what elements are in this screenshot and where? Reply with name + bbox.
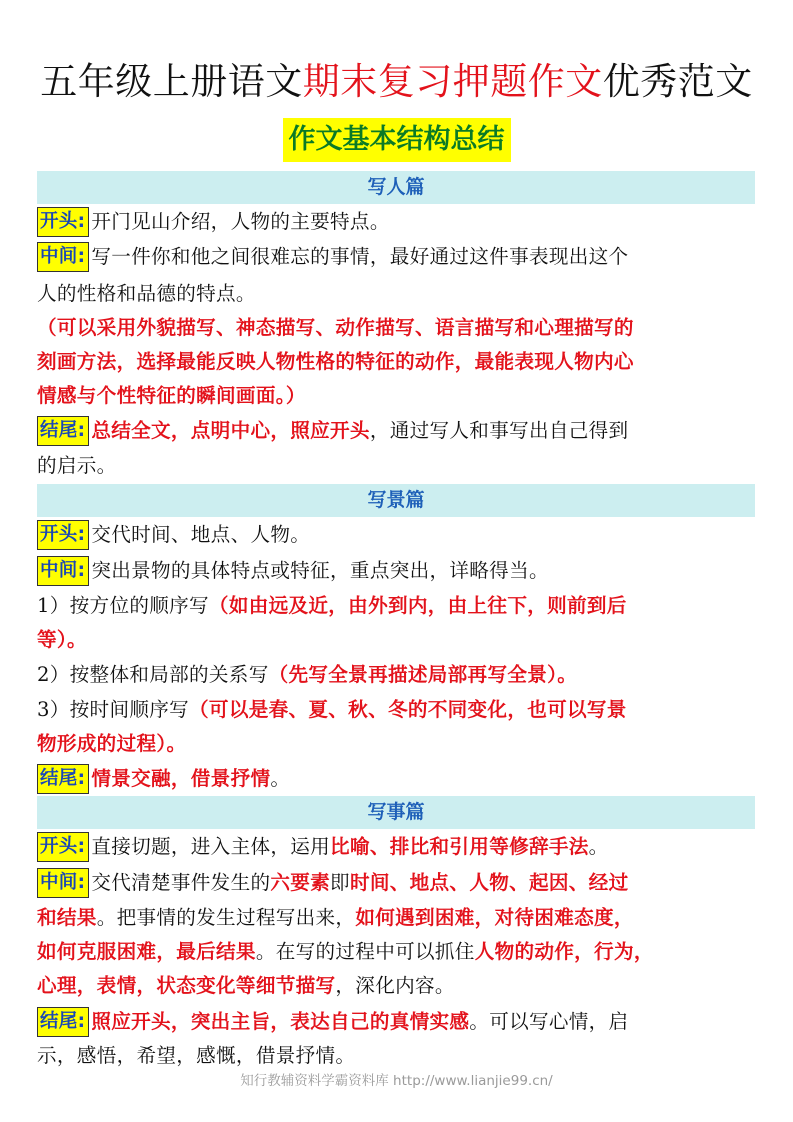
title-part-2: 期末复习押题作文 [302,60,603,103]
events-middle-t2: 即 [330,871,350,894]
events-middle-r3: 和结果 [37,906,97,929]
scenery-opening-line [37,518,757,552]
scenery-middle-text: 突出景物的具体特点或特征，重点突出，详略得当。 [91,559,549,582]
ending-label: 结尾: [37,764,89,794]
scenery-item-1-text: 1）按方位的顺序写 [37,594,209,617]
events-ending-line [37,1005,757,1039]
middle-label: 中间: [37,868,89,898]
subtitle-container [0,118,793,162]
scenery-item-3-red: （可以是春、夏、秋、冬的不同变化，也可以写景 [189,698,627,721]
events-ending-red: 照应开头，突出主旨，表达自己的真情实感 [91,1010,470,1033]
events-middle-t4: 。在写的过程中可以抓住 [255,940,475,963]
events-middle-r4: 如何遇到困难，对待困难态度， [355,906,634,929]
scenery-item-3 [37,693,757,727]
middle-label: 中间: [37,242,89,272]
scenery-item-3-line-2: 物形成的过程）。 [37,732,187,755]
scenery-item-2-text: 2）按整体和局部的关系写 [37,663,269,686]
subtitle: 作文基本结构总结 [283,118,511,162]
title-part-3: 优秀范文 [602,60,753,103]
section-heading-people: 写人篇 [37,171,755,204]
events-opening-end: 。 [588,835,609,858]
ending-label: 结尾: [37,416,89,446]
page-title [0,58,793,106]
events-middle-r6: 人物的动作，行为， [474,940,654,963]
events-middle-r1: 六要素 [270,871,331,894]
events-middle-line-4 [37,969,757,1003]
events-opening-red: 比喻、排比和引用等修辞手法 [330,835,589,858]
events-middle-t5: ，深化内容。 [335,974,455,997]
middle-label: 中间: [37,556,89,586]
scenery-ending-text: 。 [270,767,291,790]
scenery-ending-red: 情景交融，借景抒情 [91,767,271,790]
people-middle-text: 写一件你和他之间很难忘的事情，最好通过这件事表现出这个 [91,245,629,268]
people-ending-line [37,414,757,448]
events-middle-t3: 。把事情的发生过程写出来， [96,906,356,929]
events-opening-text: 直接切题，进入主体，运用 [91,835,331,858]
scenery-item-2 [37,658,757,692]
scenery-middle-line [37,554,757,588]
events-middle-t1: 交代清楚事件发生的 [91,871,271,894]
people-middle-line-2: 人的性格和品德的特点。 [37,282,256,305]
events-middle-line-3 [37,935,757,969]
people-note-line-3: 情感与个性特征的瞬间画面。） [37,384,306,407]
scenery-item-2-red: （先写全景再描述局部再写全景）。 [268,663,578,686]
section-heading-events: 写事篇 [37,796,755,829]
opening-label: 开头: [37,832,89,862]
people-opening-line [37,205,757,239]
scenery-item-1 [37,589,757,623]
scenery-item-1-line-2: 等）。 [37,628,87,651]
events-middle-r7: 心理，表情，状态变化等细节描写 [37,974,336,997]
footer-watermark: 知行教辅资料学霸资料库 http://www.lianjie99.cn/ [240,1073,553,1089]
people-note-line-1: （可以采用外貌描写、神态描写、动作描写、语言描写和心理描写的 [37,316,634,339]
people-ending-text: ，通过写人和事写出自己得到 [369,419,629,442]
scenery-ending-line [37,762,757,796]
people-ending-red: 总结全文，点明中心，照应开头 [91,419,370,442]
events-ending-line-2: 示，感悟，希望，感慨，借景抒情。 [37,1044,356,1067]
scenery-item-3-text: 3）按时间顺序写 [37,698,190,721]
events-opening-line [37,830,757,864]
opening-label: 开头: [37,520,89,550]
ending-label: 结尾: [37,1007,89,1037]
scenery-opening-text: 交代时间、地点、人物。 [91,523,311,546]
events-middle-line [37,866,757,900]
events-ending-text: 。可以写心情，启 [469,1010,629,1033]
opening-label: 开头: [37,207,89,237]
people-note-line-2: 刻画方法，选择最能反映人物性格的特征的动作，最能表现人物内心 [37,350,634,373]
events-middle-line-2 [37,901,757,935]
people-ending-line-2: 的启示。 [37,454,117,477]
people-middle-line [37,240,757,274]
events-middle-r5: 如何克服困难，最后结果 [37,940,256,963]
section-heading-scenery: 写景篇 [37,484,755,517]
title-part-1: 五年级上册语文 [40,60,303,103]
people-opening-text: 开门见山介绍，人物的主要特点。 [91,210,390,233]
scenery-item-1-red: （如由远及近，由外到内，由上往下，则前到后 [208,594,627,617]
events-middle-r2: 时间、地点、人物、起因、经过 [349,871,629,894]
